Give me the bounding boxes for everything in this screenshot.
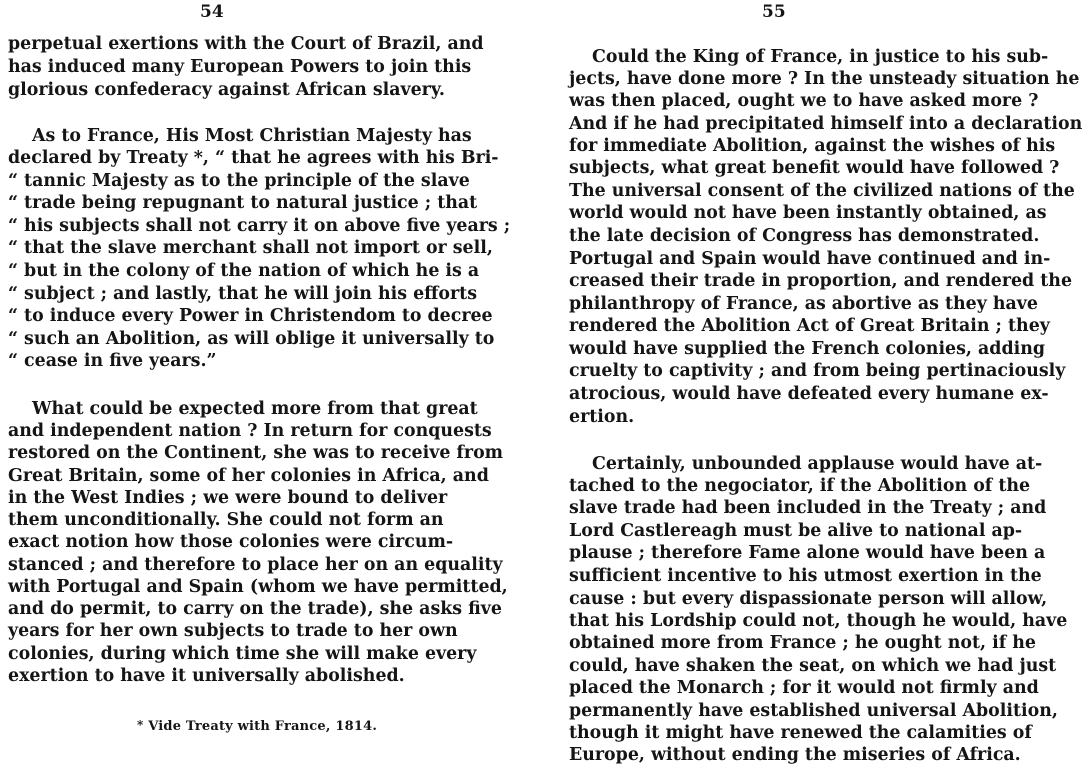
text-line: Great Britain, some of her colonies in Africa, and [8, 466, 489, 486]
text-line: “ that the slave merchant shall not import or sell, [8, 238, 493, 258]
page-number: 54 [200, 2, 224, 22]
text-line: creased their trade in proportion, and rendered the [569, 271, 1073, 291]
text-line: Europe, without ending the miseries of Africa. [569, 745, 1021, 765]
text-line: ertion. [569, 407, 635, 427]
text-line: Lord Castlereagh must be alive to national ap- [569, 521, 1023, 541]
text-line: philanthropy of France, as abortive as they have [569, 294, 1038, 314]
text-line: rendered the Abolition Act of Great Britain ; they [569, 316, 1050, 336]
text-line: And if he had precipitated himself into a declaration [569, 114, 1082, 134]
text-line: and do permit, to carry on the trade), she asks five [8, 599, 502, 619]
text-line: “ trade being repugnant to natural justice ; that [8, 193, 478, 213]
text-line: “ such an Abolition, as will oblige it universally to [8, 329, 495, 349]
text-line: jects, have done more ? In the unsteady situation he [569, 69, 1080, 89]
text-line: in the West Indies ; we were bound to deliver [8, 488, 448, 508]
footnote-text: Vide Treaty with France, 1814. [148, 719, 378, 734]
text-line: declared by Treaty *, “ that he agrees with his Bri- [8, 148, 499, 168]
text-line: The universal consent of the civilized nations of the [569, 181, 1075, 201]
text-line: “ subject ; and lastly, that he will join his efforts [8, 284, 477, 304]
text-line: exact notion how those colonies were circum- [8, 532, 454, 552]
page-number: 55 [762, 2, 786, 22]
text-line: “ cease in five years.” [8, 351, 217, 371]
text-line: has induced many European Powers to join this [8, 57, 472, 77]
left-page [0, 0, 511, 773]
text-line: perpetual exertions with the Court of Brazil, and [8, 34, 484, 54]
text-line: “ his subjects shall not carry it on above five years ; [8, 216, 511, 236]
text-line: “ tannic Majesty as to the principle of the slave [8, 171, 470, 191]
text-line: What could be expected more from that great [32, 399, 478, 419]
text-line: As to France, His Most Christian Majesty has [32, 126, 472, 146]
footnote [137, 718, 377, 734]
text-line: world would not have been instantly obtained, as [569, 203, 1047, 223]
text-line: glorious confederacy against African slavery. [8, 80, 445, 100]
text-line: atrocious, would have defeated every humane ex- [569, 384, 1049, 404]
text-line: obtained more from France ; he ought not, if he [569, 633, 1036, 653]
text-line: tached to the negociator, if the Abolition of the [569, 476, 1031, 496]
text-line: cause : but every dispassionate person will allow, [569, 589, 1048, 609]
text-line: that his Lordship could not, though he would, have [569, 611, 1068, 631]
text-line: permanently have established universal Abolition, [569, 701, 1058, 721]
footnote-mark: * [137, 718, 144, 732]
text-line: with Portugal and Spain (whom we have permitted, [8, 577, 508, 597]
text-line: them unconditionally. She could not form an [8, 510, 444, 530]
text-line: Could the King of France, in justice to his sub- [592, 47, 1049, 67]
text-line: subjects, what great benefit would have followed ? [569, 158, 1060, 178]
text-line: cruelty to captivity ; and from being pertinaciously [569, 361, 1066, 381]
text-line: “ to induce every Power in Christendom to decree [8, 306, 493, 326]
text-line: was then placed, ought we to have asked more ? [569, 91, 1039, 111]
text-line: “ but in the colony of the nation of which he is a [8, 261, 480, 281]
text-line: exertion to have it universally abolished. [8, 666, 405, 686]
text-line: years for her own subjects to trade to her own [8, 621, 458, 641]
text-line: plause ; therefore Fame alone would have been a [569, 543, 1046, 563]
text-line: colonies, during which time she will make every [8, 644, 477, 664]
text-line: would have supplied the French colonies, adding [569, 339, 1046, 359]
text-line: though it might have renewed the calamities of [569, 723, 1032, 743]
text-line: stanced ; and therefore to place her on an equality [8, 555, 503, 575]
text-line: and independent nation ? In return for conquests [8, 421, 492, 441]
text-line: Certainly, unbounded applause would have at- [592, 454, 1043, 474]
text-line: Portugal and Spain would have continued and in- [569, 249, 1051, 269]
text-line: slave trade had been included in the Treaty ; and [569, 498, 1047, 518]
text-line: the late decision of Congress has demonstrated. [569, 226, 1040, 246]
text-line: sufficient incentive to his utmost exertion in the [569, 566, 1042, 586]
text-line: restored on the Continent, she was to receive from [8, 443, 504, 463]
text-line: could, have shaken the seat, on which we had just [569, 656, 1057, 676]
text-line: for immediate Abolition, against the wishes of his [569, 136, 1056, 156]
text-line: placed the Monarch ; for it would not firmly and [569, 678, 1039, 698]
